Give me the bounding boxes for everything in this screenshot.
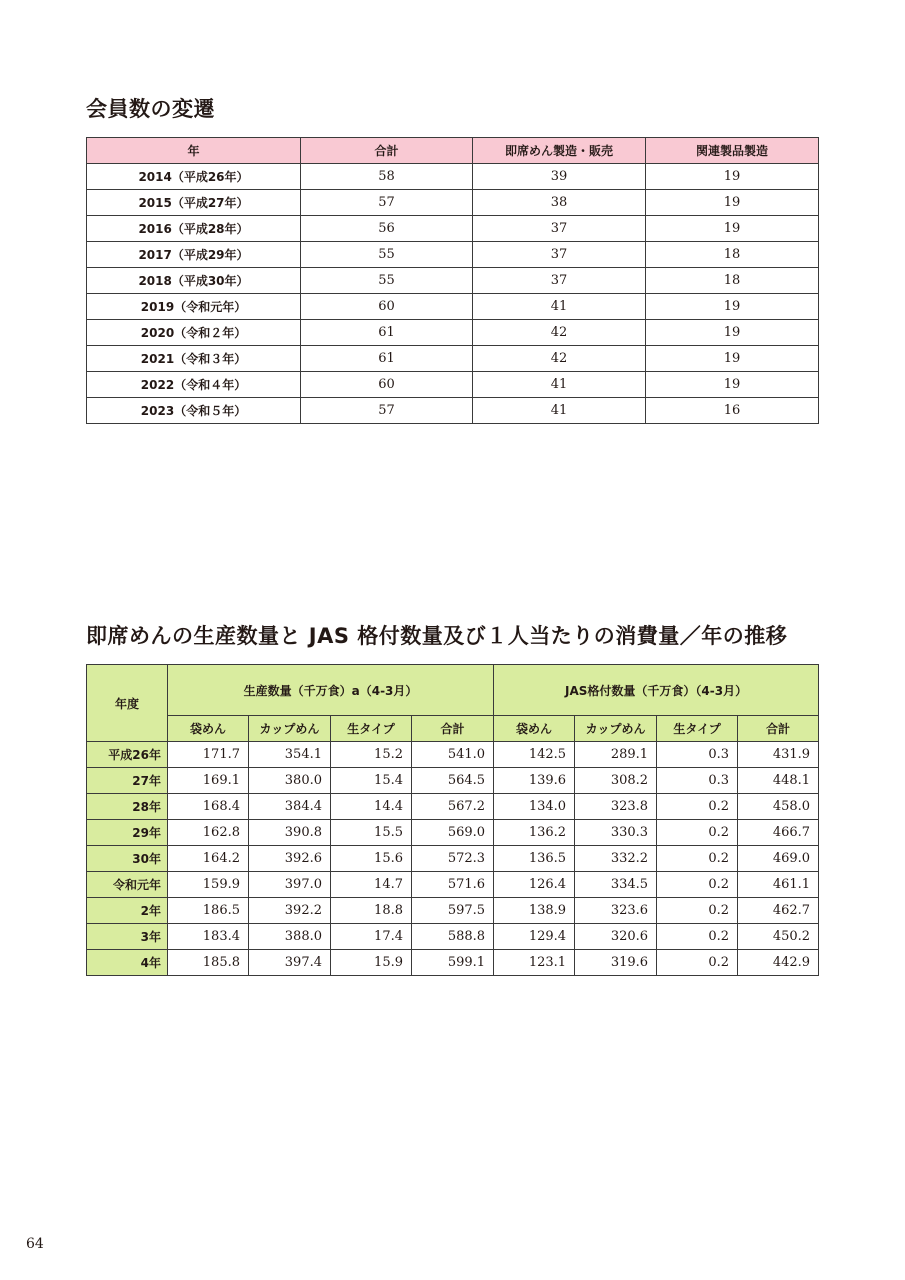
table-cell: 15.9 (331, 950, 412, 976)
table-cell: 0.3 (657, 768, 738, 794)
table-cell: 162.8 (168, 820, 249, 846)
subheader-total: 合計 (412, 716, 494, 742)
table-cell: 41 (473, 372, 646, 398)
table-cell: 61 (301, 346, 473, 372)
table-row (87, 268, 819, 294)
table-row (87, 820, 819, 846)
table-cell: 384.4 (249, 794, 331, 820)
table-cell: 323.8 (575, 794, 657, 820)
table-cell: 14.7 (331, 872, 412, 898)
table-cell: 138.9 (494, 898, 575, 924)
table-cell: 462.7 (738, 898, 819, 924)
table-cell: 15.4 (331, 768, 412, 794)
table-cell: 58 (301, 164, 473, 190)
table-row (87, 846, 819, 872)
table-cell: 15.2 (331, 742, 412, 768)
table-cell: 41 (473, 398, 646, 424)
row-year-cell: 3年 (87, 924, 168, 950)
table-cell: 588.8 (412, 924, 494, 950)
table-cell: 0.2 (657, 872, 738, 898)
table-cell: 0.2 (657, 846, 738, 872)
production-title: 即席めんの生産数量と JAS 格付数量及び１人当たりの消費量／年の推移 (86, 624, 788, 648)
row-year-cell: 29年 (87, 820, 168, 846)
row-year-cell: 28年 (87, 794, 168, 820)
table-cell: 18 (646, 268, 819, 294)
table-cell: 567.2 (412, 794, 494, 820)
table-cell: 289.1 (575, 742, 657, 768)
table-cell: 37 (473, 216, 646, 242)
table-cell: 159.9 (168, 872, 249, 898)
row-year-cell: 2018（平成30年） (87, 268, 301, 294)
table-row (87, 164, 819, 190)
members-header-row (87, 138, 819, 164)
table-cell: 18.8 (331, 898, 412, 924)
table-cell: 14.4 (331, 794, 412, 820)
table-cell: 18 (646, 242, 819, 268)
table-cell: 171.7 (168, 742, 249, 768)
row-year-cell: 2017（平成29年） (87, 242, 301, 268)
subheader-cup: カップめん (249, 716, 331, 742)
header-fiscal-year: 年度 (87, 665, 168, 742)
table-cell: 16 (646, 398, 819, 424)
subheader-jas-cup: カップめん (575, 716, 657, 742)
production-header-row-2 (87, 716, 819, 742)
table-cell: 57 (301, 398, 473, 424)
table-cell: 380.0 (249, 768, 331, 794)
table-cell: 39 (473, 164, 646, 190)
table-cell: 390.8 (249, 820, 331, 846)
table-cell: 42 (473, 346, 646, 372)
row-year-cell: 令和元年 (87, 872, 168, 898)
table-cell: 19 (646, 294, 819, 320)
table-cell: 572.3 (412, 846, 494, 872)
table-row (87, 950, 819, 976)
row-year-cell: 2016（平成28年） (87, 216, 301, 242)
table-cell: 469.0 (738, 846, 819, 872)
table-cell: 599.1 (412, 950, 494, 976)
table-cell: 0.2 (657, 794, 738, 820)
row-year-cell: 4年 (87, 950, 168, 976)
table-cell: 37 (473, 242, 646, 268)
table-row (87, 768, 819, 794)
table-cell: 17.4 (331, 924, 412, 950)
table-row (87, 794, 819, 820)
table-cell: 55 (301, 242, 473, 268)
row-year-cell: 2年 (87, 898, 168, 924)
row-year-cell: 30年 (87, 846, 168, 872)
table-cell: 168.4 (168, 794, 249, 820)
table-row (87, 320, 819, 346)
table-row (87, 872, 819, 898)
subheader-fresh: 生タイプ (331, 716, 412, 742)
table-cell: 19 (646, 190, 819, 216)
production-header-row-1 (87, 665, 819, 716)
table-cell: 461.1 (738, 872, 819, 898)
row-year-cell: 27年 (87, 768, 168, 794)
table-cell: 42 (473, 320, 646, 346)
table-cell: 126.4 (494, 872, 575, 898)
table-cell: 354.1 (249, 742, 331, 768)
row-year-cell: 2023（令和５年） (87, 398, 301, 424)
table-cell: 139.6 (494, 768, 575, 794)
table-cell: 571.6 (412, 872, 494, 898)
row-year-cell: 2020（令和２年） (87, 320, 301, 346)
table-cell: 0.2 (657, 950, 738, 976)
table-cell: 450.2 (738, 924, 819, 950)
table-cell: 15.5 (331, 820, 412, 846)
table-cell: 61 (301, 320, 473, 346)
table-row (87, 242, 819, 268)
table-cell: 541.0 (412, 742, 494, 768)
subheader-jas-total: 合計 (738, 716, 819, 742)
table-cell: 56 (301, 216, 473, 242)
table-cell: 186.5 (168, 898, 249, 924)
table-cell: 442.9 (738, 950, 819, 976)
header-production-volume: 生産数量（千万食）a（4-3月） (168, 665, 494, 716)
table-cell: 38 (473, 190, 646, 216)
members-title: 会員数の変遷 (86, 97, 215, 121)
table-cell: 392.2 (249, 898, 331, 924)
table-cell: 19 (646, 346, 819, 372)
table-cell: 55 (301, 268, 473, 294)
table-cell: 136.5 (494, 846, 575, 872)
table-cell: 334.5 (575, 872, 657, 898)
table-cell: 564.5 (412, 768, 494, 794)
table-row (87, 398, 819, 424)
table-cell: 136.2 (494, 820, 575, 846)
header-year: 年 (87, 138, 301, 164)
table-cell: 169.1 (168, 768, 249, 794)
subheader-jas-bag: 袋めん (494, 716, 575, 742)
table-cell: 0.2 (657, 820, 738, 846)
page-number: 64 (26, 1236, 44, 1252)
header-total: 合計 (301, 138, 473, 164)
table-cell: 319.6 (575, 950, 657, 976)
table-cell: 134.0 (494, 794, 575, 820)
table-row (87, 924, 819, 950)
table-cell: 466.7 (738, 820, 819, 846)
table-cell: 60 (301, 294, 473, 320)
table-cell: 129.4 (494, 924, 575, 950)
table-row (87, 346, 819, 372)
table-cell: 19 (646, 216, 819, 242)
table-row (87, 898, 819, 924)
row-year-cell: 2022（令和４年） (87, 372, 301, 398)
subheader-bag: 袋めん (168, 716, 249, 742)
row-year-cell: 2014（平成26年） (87, 164, 301, 190)
table-cell: 597.5 (412, 898, 494, 924)
table-cell: 0.2 (657, 898, 738, 924)
table-cell: 569.0 (412, 820, 494, 846)
table-cell: 431.9 (738, 742, 819, 768)
production-table (86, 664, 819, 976)
table-cell: 183.4 (168, 924, 249, 950)
table-cell: 308.2 (575, 768, 657, 794)
table-cell: 330.3 (575, 820, 657, 846)
table-cell: 37 (473, 268, 646, 294)
table-cell: 323.6 (575, 898, 657, 924)
table-cell: 57 (301, 190, 473, 216)
table-row (87, 216, 819, 242)
members-table (86, 137, 819, 424)
header-instant-noodle: 即席めん製造・販売 (473, 138, 646, 164)
table-cell: 397.0 (249, 872, 331, 898)
row-year-cell: 2019（令和元年） (87, 294, 301, 320)
table-cell: 185.8 (168, 950, 249, 976)
table-cell: 41 (473, 294, 646, 320)
table-cell: 164.2 (168, 846, 249, 872)
table-cell: 0.3 (657, 742, 738, 768)
table-cell: 19 (646, 320, 819, 346)
table-cell: 15.6 (331, 846, 412, 872)
table-row (87, 372, 819, 398)
table-cell: 142.5 (494, 742, 575, 768)
row-year-cell: 平成26年 (87, 742, 168, 768)
table-cell: 19 (646, 164, 819, 190)
header-jas-volume: JAS格付数量（千万食）（4-3月） (494, 665, 819, 716)
table-cell: 397.4 (249, 950, 331, 976)
table-cell: 448.1 (738, 768, 819, 794)
table-cell: 392.6 (249, 846, 331, 872)
table-row (87, 190, 819, 216)
table-cell: 19 (646, 372, 819, 398)
table-cell: 458.0 (738, 794, 819, 820)
table-cell: 388.0 (249, 924, 331, 950)
table-cell: 0.2 (657, 924, 738, 950)
table-cell: 332.2 (575, 846, 657, 872)
row-year-cell: 2021（令和３年） (87, 346, 301, 372)
table-cell: 60 (301, 372, 473, 398)
table-cell: 123.1 (494, 950, 575, 976)
table-cell: 320.6 (575, 924, 657, 950)
subheader-jas-fresh: 生タイプ (657, 716, 738, 742)
table-row (87, 742, 819, 768)
row-year-cell: 2015（平成27年） (87, 190, 301, 216)
table-row (87, 294, 819, 320)
header-related-products: 関連製品製造 (646, 138, 819, 164)
